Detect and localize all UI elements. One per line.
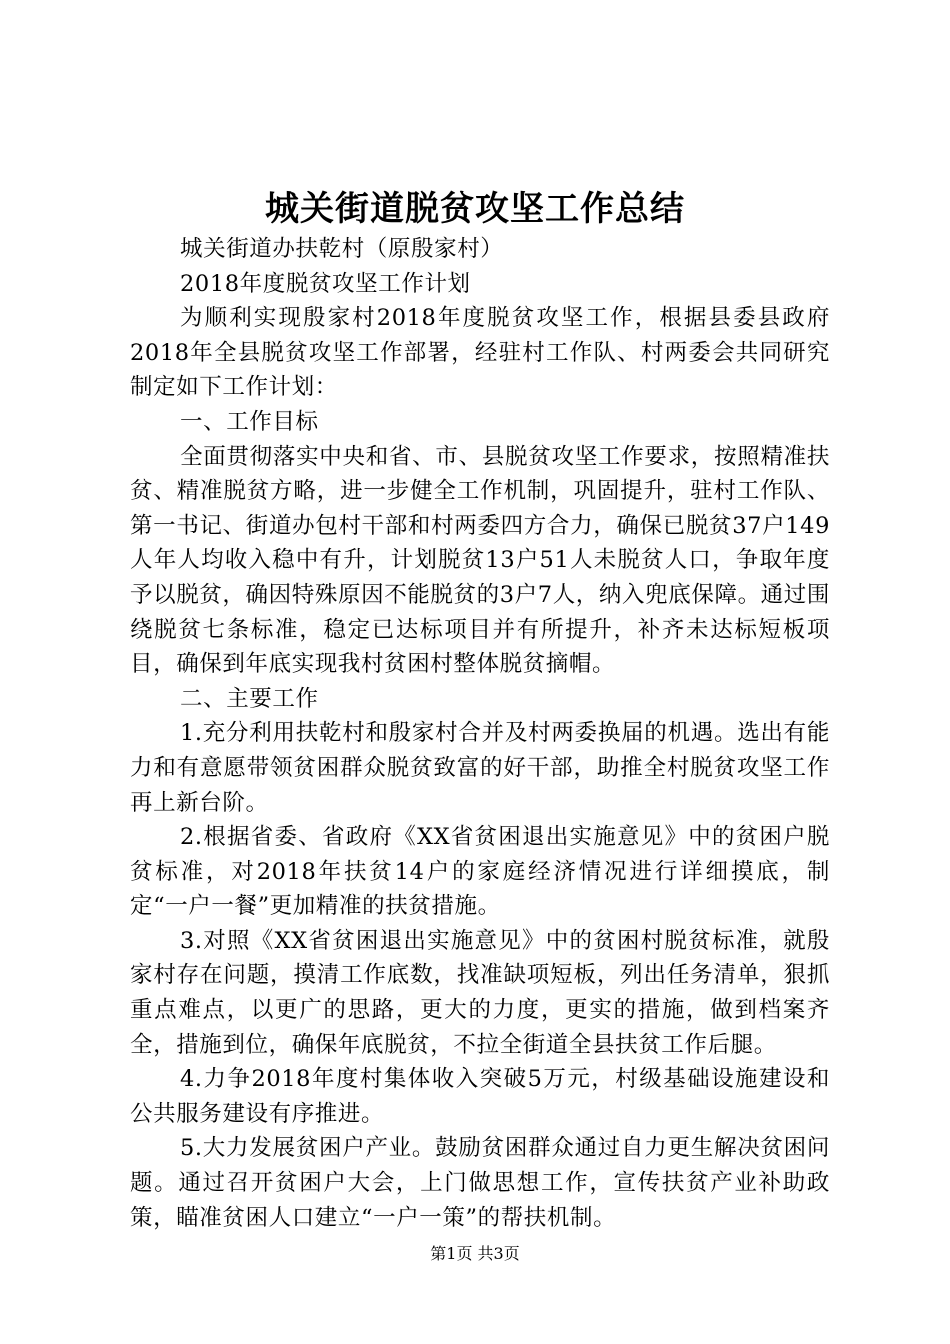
page-footer: 第1页 共3页 xyxy=(430,1244,520,1263)
paragraph-item-5: 5.大力发展贫困户产业。鼓励贫困群众通过自力更生解决贫困问题。通过召开贫困户大会，上门做思想工作，宣传扶贫产业补助政策，瞄准贫困人口建立“一户一策”的帮扶机制。 xyxy=(130,1135,830,1231)
paragraph-intro: 为顺利实现殷家村2018年度脱贫攻坚工作，根据县委县政府2018年全县脱贫攻坚工作部署，经驻村工作队、村两委会共同研究制定如下工作计划： xyxy=(130,305,830,401)
paragraph-subtitle-plan: 2018年度脱贫攻坚工作计划 xyxy=(180,270,471,297)
document-title: 城关街道脱贫攻坚工作总结 xyxy=(265,189,685,229)
paragraph-item-2: 2.根据省委、省政府《XX省贫困退出实施意见》中的贫困户脱贫标准，对2018年扶贫14户的家庭经济情况进行详细摸底，制定“一户一餐”更加精准的扶贫措施。 xyxy=(130,824,830,920)
paragraph-subtitle-village: 城关街道办扶乾村（原殷家村） xyxy=(180,236,504,262)
section-heading-goals: 一、工作目标 xyxy=(180,408,319,435)
paragraph-item-1: 1.充分利用扶乾村和殷家村合并及村两委换届的机遇。选出有能力和有意愿带领贫困群众脱贫致富的好干部，助推全村脱贫攻坚工作再上新台阶。 xyxy=(130,720,830,816)
document-body xyxy=(130,232,830,1235)
paragraph-item-4: 4.力争2018年度村集体收入突破5万元，村级基础设施建设和公共服务建设有序推进。 xyxy=(130,1066,830,1127)
section-heading-main-work: 二、主要工作 xyxy=(180,685,319,712)
paragraph-item-3: 3.对照《XX省贫困退出实施意见》中的贫困村脱贫标准，就殷家村存在问题，摸清工作底数，找准缺项短板，列出任务清单，狠抓重点难点，以更广的思路，更大的力度，更实的措施，做到档案齐全，措施到位，确保年底脱贫，不拉全街道全县扶贫工作后腿。 xyxy=(130,927,830,1058)
paragraph-goals: 全面贯彻落实中央和省、市、县脱贫攻坚工作要求，按照精准扶贫、精准脱贫方略，进一步健全工作机制，巩固提升，驻村工作队、第一书记、街道办包村干部和村两委四方合力，确保已脱贫37户149人年人均收入稳中有升，计划脱贫13户51人未脱贫人口，争取年度予以脱贫，确因特殊原因不能脱贫的3户7人，纳入兜底保障。通过围绕脱贫七条标准，稳定已达标项目并有所提升，补齐未达标短板项目，确保到年底实现我村贫困村整体脱贫摘帽。 xyxy=(130,443,830,678)
